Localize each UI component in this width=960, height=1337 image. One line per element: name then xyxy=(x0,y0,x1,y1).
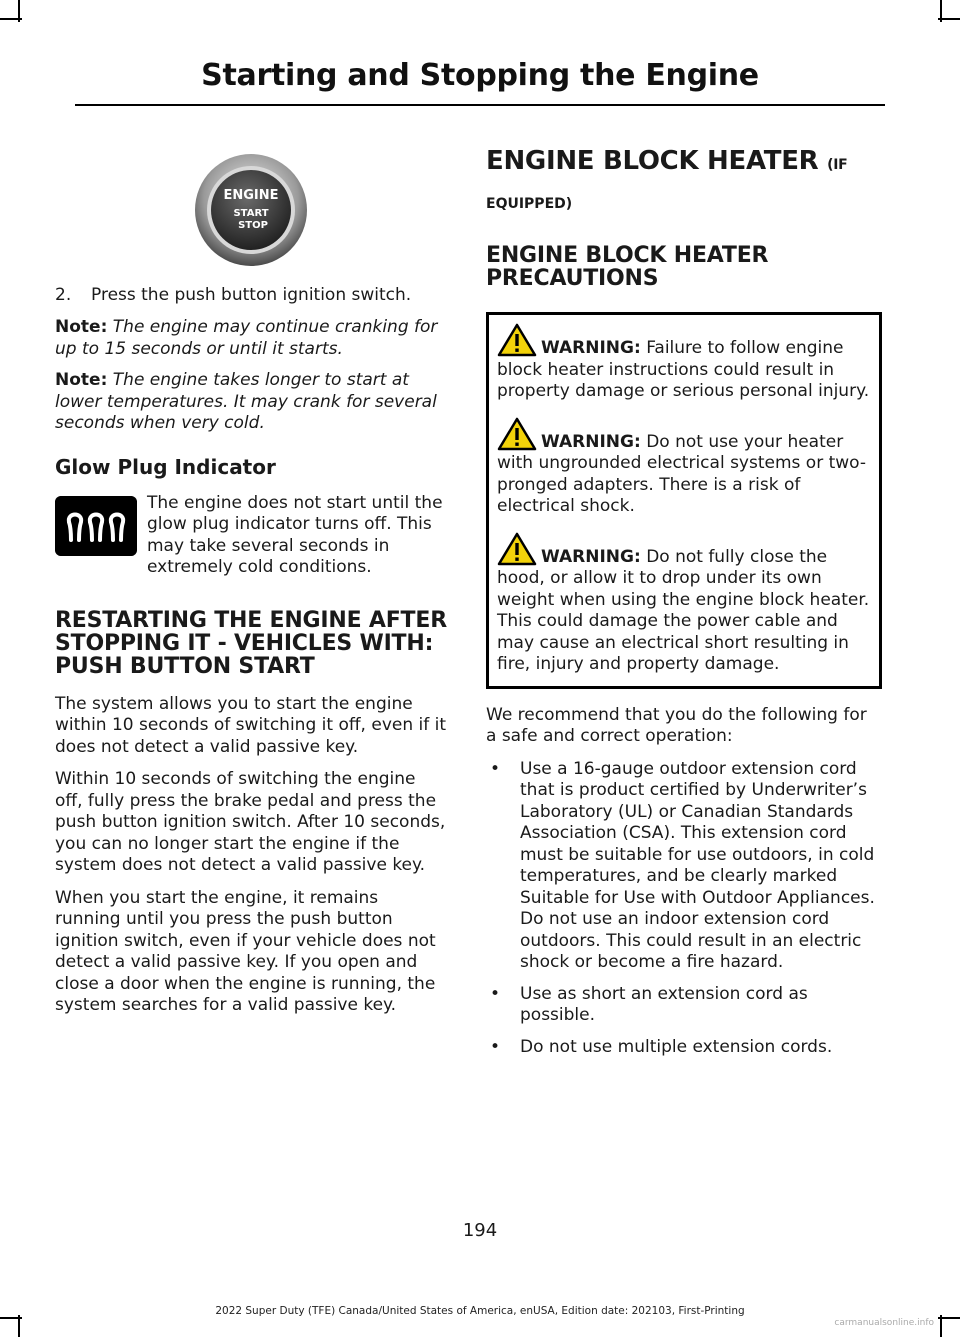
restart-heading: RESTARTING THE ENGINE AFTER STOPPING IT - VEHICLES WITH: PUSH BUTTON START xyxy=(55,607,447,679)
note xyxy=(55,370,447,435)
glow-plug-section xyxy=(55,493,447,579)
heading-continuation: EQUIPPED) xyxy=(486,196,573,212)
glow-plug-indicator-icon xyxy=(55,496,137,556)
list-item-text: Do not use multiple extension cords. xyxy=(520,1036,833,1057)
list-item-text: Use as short an extension cord as possible. xyxy=(520,983,808,1025)
warning-label: WARNING: xyxy=(541,338,641,358)
precautions-heading: ENGINE BLOCK HEATER PRECAUTIONS xyxy=(486,243,769,291)
crop-mark xyxy=(0,18,22,20)
warning-box xyxy=(486,312,882,689)
button-label-stop: STOP xyxy=(238,220,268,231)
step-text: Press the push button ignition switch. xyxy=(91,285,412,305)
crop-mark xyxy=(938,1317,960,1319)
crop-mark xyxy=(0,1317,22,1319)
warning-item xyxy=(497,417,871,518)
right-column xyxy=(486,140,878,1068)
page-number: 194 xyxy=(462,1220,498,1241)
bullet-glyph: • xyxy=(490,1036,501,1057)
warning-triangle-icon xyxy=(497,323,537,357)
left-column xyxy=(55,140,447,1028)
engine-start-stop-button-icon xyxy=(191,150,311,270)
list-item xyxy=(486,759,878,974)
warning-text: Failure to follow engine block heater instructions could result in property damage or serious personal injury. xyxy=(497,338,870,401)
warning-item xyxy=(497,323,871,403)
warning-text: Do not fully close the hood, or allow it to drop under its own weight when using the engine block heater. This could damage the power cable and may cause an electrical short resulting in fire, injury and property damage. xyxy=(497,546,870,674)
warning-triangle-icon xyxy=(497,532,537,566)
crop-mark xyxy=(938,18,960,20)
paragraph: The system allows you to start the engine within 10 seconds of switching it off, even if it does not detect a valid passive key. xyxy=(55,693,447,757)
warning-label: WARNING: xyxy=(541,546,641,567)
note-label: Note: xyxy=(55,317,108,337)
heading-main: ENGINE BLOCK HEATER xyxy=(486,146,819,176)
note-label: Note: xyxy=(55,370,108,390)
step-item xyxy=(55,284,447,307)
glow-plug-heading: Glow Plug Indicator xyxy=(55,454,276,479)
note xyxy=(55,317,447,360)
watermark[interactable]: carmanualsonline.info xyxy=(834,1318,934,1328)
button-label-start: START xyxy=(233,208,269,219)
note-text: The engine takes longer to start at lower temperatures. It may crank for several seconds when very cold. xyxy=(55,370,437,433)
recommendation-list xyxy=(486,759,878,1059)
bullet-glyph: • xyxy=(490,983,501,1004)
note-text: The engine may continue cranking for up to 15 seconds or until it starts. xyxy=(55,317,438,359)
engine-block-heater-heading xyxy=(486,146,878,176)
list-item xyxy=(486,984,878,1027)
page-footer: 2022 Super Duty (TFE) Canada/United States of America, enUSA, Edition date: 202103, First-Printing xyxy=(215,1305,745,1317)
button-label-engine: ENGINE xyxy=(223,188,279,203)
warning-triangle-icon xyxy=(497,417,537,451)
paragraph: Within 10 seconds of switching the engine off, fully press the brake pedal and press the push button ignition switch. After 10 seconds, you can no longer start the engine if the system does not detect a valid passive key. xyxy=(55,769,446,875)
list-item xyxy=(486,1037,878,1059)
heading-small: (IF xyxy=(827,157,848,173)
page-header-title: Starting and Stopping the Engine xyxy=(201,58,759,93)
warning-label: WARNING: xyxy=(541,431,641,452)
step-number: 2. xyxy=(55,285,72,305)
header-rule xyxy=(75,104,885,106)
warning-text: Do not use your heater with ungrounded electrical systems or two-pronged adapters. There is a risk of electrical shock. xyxy=(497,431,867,516)
paragraph: When you start the engine, it remains running until you press the push button ignition switch, even if your vehicle does not detect a valid passive key. If you open and close a door when the engine is running, the system searches for a valid passive key. xyxy=(55,887,436,1015)
bullet-glyph: • xyxy=(490,758,501,779)
intro-paragraph: We recommend that you do the following for a safe and correct operation: xyxy=(486,704,867,746)
glow-plug-text: The engine does not start until the glow plug indicator turns off. This may take several seconds in extremely cold conditions. xyxy=(147,492,443,577)
warning-item xyxy=(497,532,871,676)
list-item-text: Use a 16-gauge outdoor extension cord that is product certified by Underwriter’s Laboratory (UL) or Canadian Standards Association (CSA). This extension cord must be suitable for use outdoors, in cold temperatures, and be clearly marked Suitable for Use with Outdoor Appliances. Do not use an indoor extension cord outdoors. This could result in an electric shock or become a fire hazard. xyxy=(520,758,875,972)
